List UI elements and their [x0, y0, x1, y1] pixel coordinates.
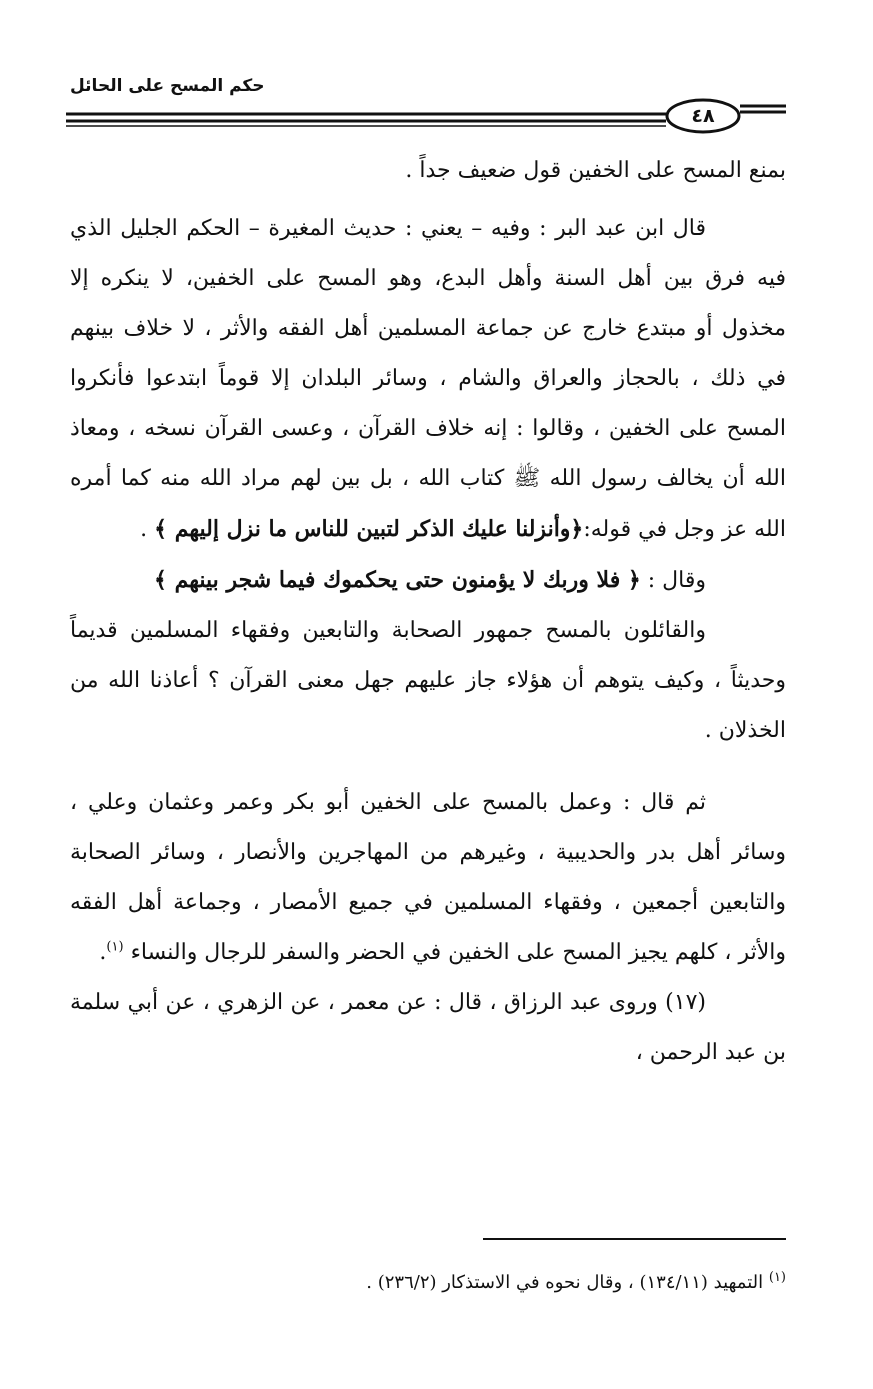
paragraph-5-end: .: [99, 940, 107, 965]
paragraph-4: والقائلون بالمسح جمهور الصحابة والتابعين وفقهاء المسلمين قديماً وحديثاً ، وكيف يتوهم أن هؤلاء جاز عليهم جهل معنى القرآن ؟ أعاذنا الله من الخذلان .: [70, 618, 786, 743]
footnote-text: التمهيد (١٣٤/١١) ، وقال نحوه في الاستذكار (٢٣٦/٢) .: [366, 1272, 769, 1293]
paragraph-6: (١٧) وروى عبد الرزاق ، قال : عن معمر ، عن الزهري ، عن أبي سلمة بن عبد الرحمن ،: [70, 990, 786, 1065]
running-title: حكم المسح على الحائل: [70, 76, 265, 96]
footnote-ref: (١): [106, 939, 124, 955]
footnote: [140, 1268, 786, 1298]
paragraph-3-lead: وقال :: [640, 568, 706, 593]
paragraph-3: [70, 555, 786, 606]
paragraph-5: [70, 778, 786, 978]
paragraph-2: [70, 204, 786, 555]
paragraph-2-text: قال ابن عبد البر : وفيه – يعني : حديث المغيرة – الحكم الجليل الذي فيه فرق بين أهل السنة وأهل البدع، وهو المسح على الخفين، لا ينكره إلا مخذول أو مبتدع خارج عن جماعة المسلمين أهل الفقه والأثر ، لا خلاف بينهم في ذلك ، بالحجاز والعراق والشام ، وسائر البلدان إلا قوماً ابتدعوا فأنكروا المسح على الخفين ، وقالوا : إنه خلاف القرآن ، وعسى القرآن نسخه ، ومعاذ الله أن يخالف رسول الله ﷺ كتاب الله ، بل بين لهم مراد الله منه كما أمره الله عز وجل في قوله:: [70, 216, 786, 542]
quran-verse-2: ﴿ فلا وربك لا يؤمنون حتى يحكموك فيما شجر بينهم ﴾: [154, 567, 641, 593]
quran-verse-1: ﴿وأنزلنا عليك الذكر لتبين للناس ما نزل إليهم ﴾: [154, 516, 584, 542]
paragraph-5-text: ثم قال : وعمل بالمسح على الخفين أبو بكر وعمر وعثمان وعلي ، وسائر أهل بدر والحديبية ، وغيرهم من المهاجرين والأنصار ، وسائر الصحابة والتابعين أجمعين ، وفقهاء المسلمين في جميع الأمصار ، وجماعة أهل الفقه والأثر ، كلهم يجيز المسح على الخفين في الحضر والسفر للرجال والنساء: [70, 790, 786, 965]
footnote-marker: (١): [768, 1270, 786, 1285]
paragraph-2-end: .: [140, 517, 155, 542]
page-number: ٤٨: [691, 105, 715, 127]
main-text: [70, 146, 786, 1078]
footnote-separator: [483, 1238, 786, 1240]
paragraph-1: بمنع المسح على الخفين قول ضعيف جداً .: [405, 158, 786, 183]
